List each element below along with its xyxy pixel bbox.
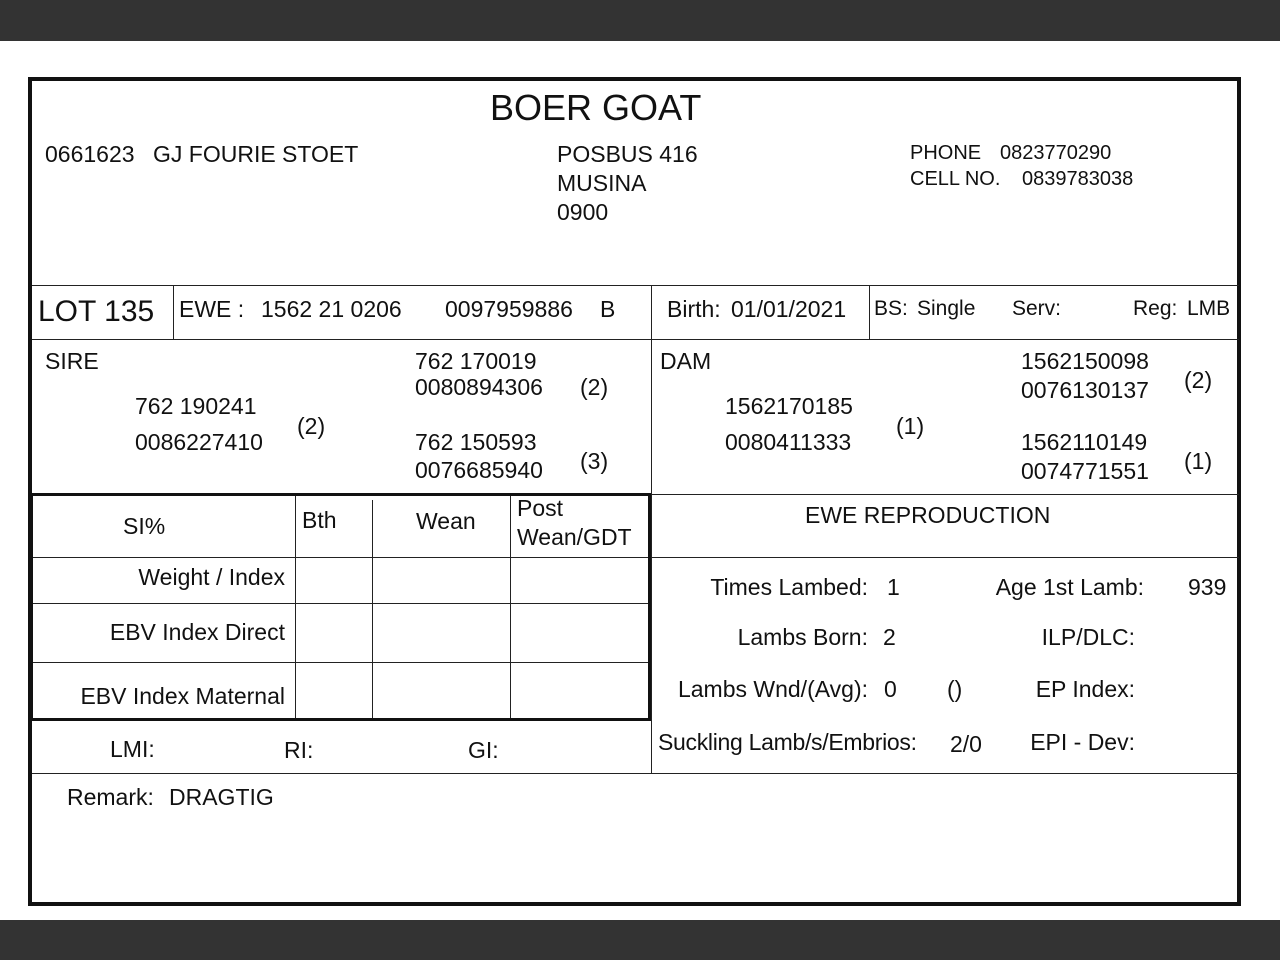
divider-remark [32,773,1239,774]
divider-lot-row [32,339,1239,340]
lambs-weaned-average: () [947,676,963,702]
divider-center [651,285,652,773]
sire-dam-registration: 0076685940 [415,457,543,483]
divider-birth-bs [869,285,870,339]
dam-count: (1) [896,413,925,439]
dam-id: 1562170185 [725,393,853,419]
goat-lot-card [28,77,1241,906]
lambs-born-value: 2 [883,624,896,650]
sire-label: SIRE [45,348,99,374]
ewe-label: EWE : [179,296,245,322]
age-first-lamb-label: Age 1st Lamb: [995,574,1144,600]
ep-index-label: EP Index: [1035,676,1135,702]
page-title: BOER GOAT [490,87,702,128]
address-line-1: POSBUS 416 [557,141,698,167]
top-frame-bar [0,0,1280,41]
divider-lot-ewe [173,285,174,339]
dam-label: DAM [660,348,712,374]
sire-id: 762 190241 [135,393,257,419]
times-lambed-label: Times Lambed: [710,574,868,600]
reg-label: Reg: [1133,297,1178,320]
breeder-number: 0661623 [45,141,135,167]
lambs-weaned-value: 0 [884,676,897,702]
lot-number: LOT 135 [38,295,155,328]
remark-value: DRAGTIG [169,784,274,810]
sire-dam-count: (3) [580,448,609,474]
epi-dev-label: EPI - Dev: [1030,729,1135,755]
cell-label: CELL NO. [910,168,1001,190]
phone-number: 0823770290 [1000,142,1112,164]
dam-dam-count: (1) [1184,448,1213,474]
column-wean: Wean [416,508,476,534]
divider-header [32,285,1239,286]
suckling-label: Suckling Lamb/s/Embrios: [658,729,917,755]
serv-label: Serv: [1012,297,1062,320]
cell-number: 0839783038 [1022,168,1134,190]
remark-label: Remark: [67,784,154,810]
column-wean-gdt: Wean/GDT [517,524,632,550]
ewe-registration: 0097959886 [445,296,573,322]
sire-sire-registration: 0080894306 [415,374,543,400]
dam-sire-count: (2) [1184,367,1213,393]
dam-dam-registration: 0074771551 [1021,458,1149,484]
breeder-name: GJ FOURIE STOET [153,141,359,167]
row-ebv-index-maternal: EBV Index Maternal [80,683,285,709]
dam-registration: 0080411333 [725,429,852,455]
row-ebv-index-direct: EBV Index Direct [109,619,285,645]
reg-value: LMB [1187,297,1231,320]
birth-label: Birth: [667,296,721,322]
times-lambed-value: 1 [887,574,900,600]
phone-label: PHONE [910,142,982,164]
sire-count: (2) [297,413,326,439]
address-line-3: 0900 [557,199,609,225]
lambs-born-label: Lambs Born: [737,624,868,650]
ewe-grade: B [600,296,616,322]
lmi-label: LMI: [110,736,155,762]
row-weight-index: Weight / Index [138,564,285,590]
birth-date: 01/01/2021 [731,296,847,322]
sire-dam-id: 762 150593 [415,429,537,455]
sire-registration: 0086227410 [135,429,263,455]
ewe-id: 1562 21 0206 [261,296,402,322]
birth-status-label: BS: [874,297,908,320]
ewe-reproduction-title: EWE REPRODUCTION [805,502,1051,528]
lambs-weaned-label: Lambs Wnd/(Avg): [677,676,868,702]
dam-sire-registration: 0076130137 [1021,377,1149,403]
dam-sire-id: 1562150098 [1021,348,1149,374]
age-first-lamb-value: 939 [1188,574,1227,600]
suckling-value: 2/0 [950,731,982,757]
sire-sire-count: (2) [580,374,609,400]
gi-label: GI: [468,737,499,763]
column-post: Post [517,495,564,521]
column-bth: Bth [302,507,337,533]
birth-status-value: Single [917,297,976,320]
si-percent-label: SI% [123,513,166,539]
address-line-2: MUSINA [557,170,647,196]
sire-sire-id: 762 170019 [415,348,537,374]
divider-pedigree-right [651,494,1239,495]
ri-label: RI: [284,737,314,763]
bottom-frame-bar [0,920,1280,960]
dam-dam-id: 1562110149 [1021,429,1148,455]
ilp-dlc-label: ILP/DLC: [1041,624,1135,650]
